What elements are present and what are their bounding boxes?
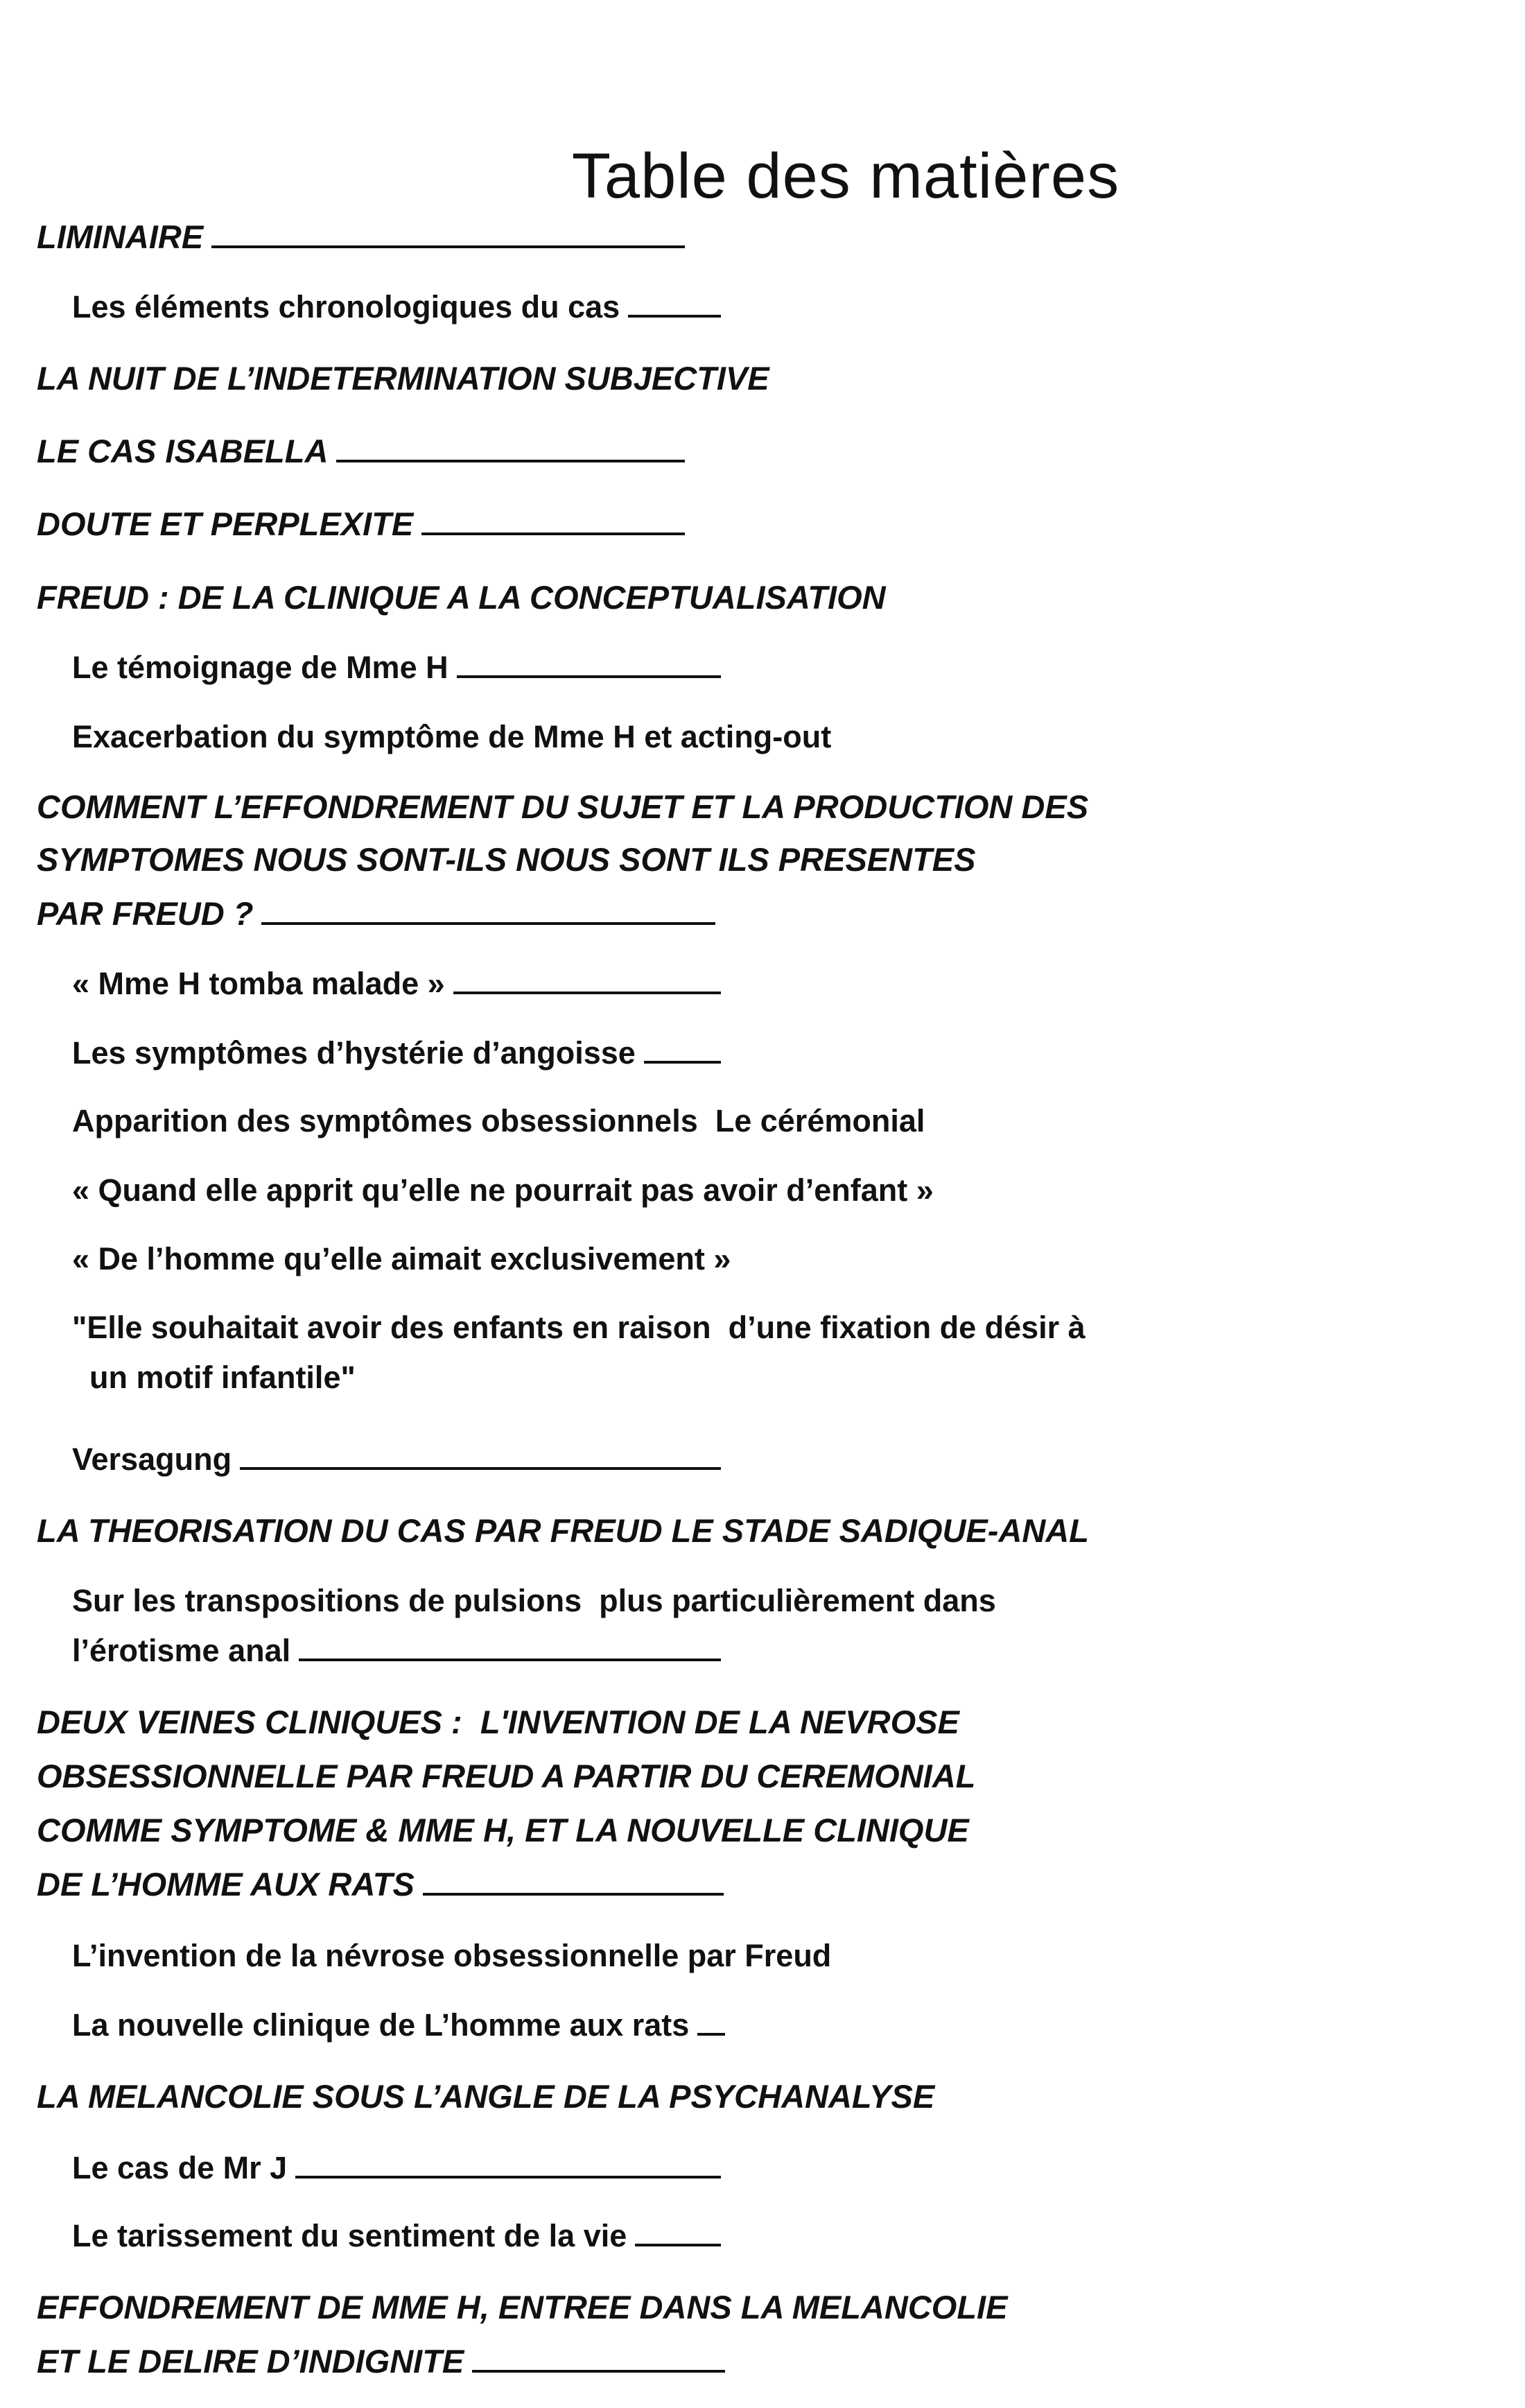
toc-chapter-text: DE L’HOMME AUX RATS	[37, 1866, 415, 1903]
toc-chapter-text: ET LE DELIRE D’INDIGNITE	[37, 2343, 464, 2380]
toc-chapter-text: LA MELANCOLIE SOUS L’ANGLE DE LA PSYCHANALYSE	[37, 2078, 935, 2115]
toc-leader-line	[295, 2176, 721, 2179]
toc-section-line	[72, 1441, 721, 1477]
toc-section-line	[72, 1035, 721, 1071]
toc-section-text: Les éléments chronologiques du cas	[72, 289, 620, 324]
toc-section-line	[72, 2009, 725, 2041]
toc-chapter-line	[37, 1814, 969, 1846]
toc-chapter-line	[37, 362, 769, 395]
toc-leader-line	[644, 1061, 721, 1064]
toc-chapter-line	[37, 1866, 724, 1903]
toc-leader-line	[628, 315, 721, 318]
toc-chapter-text: SYMPTOMES NOUS SONT-ILS NOUS SONT ILS PRESENTES	[37, 841, 976, 878]
toc-section-text: Le tarissement du sentiment de la vie	[72, 2218, 627, 2253]
toc-section-text: Exacerbation du symptôme de Mme H et acting-out	[72, 719, 832, 754]
toc-leader-line	[453, 991, 721, 994]
toc-section-line	[72, 968, 721, 999]
toc-leader-line	[261, 922, 715, 925]
toc-leader-line	[421, 532, 685, 535]
toc-chapter-text: OBSESSIONNELLE PAR FREUD A PARTIR DU CEREMONIAL	[37, 1758, 976, 1794]
toc-chapter-text: LE CAS ISABELLA	[37, 433, 329, 469]
toc-section-line	[72, 1940, 831, 1971]
toc-section-line	[72, 1312, 1086, 1343]
toc-chapter-line	[37, 1514, 1089, 1547]
toc-leader-line	[299, 1658, 721, 1661]
toc-chapter-line	[37, 435, 685, 467]
toc-section-line	[72, 2220, 721, 2251]
toc-section-line	[72, 1362, 356, 1393]
toc-chapter-line	[37, 581, 886, 614]
toc-chapter-text: LIMINAIRE	[37, 218, 204, 255]
toc-chapter-text: COMMENT L’EFFONDREMENT DU SUJET ET LA PRODUCTION DES	[37, 788, 1089, 825]
toc-section-text: « De l’homme qu’elle aimait exclusivement »	[72, 1241, 731, 1276]
toc-section-line	[72, 1243, 731, 1274]
toc-leader-line	[472, 2370, 725, 2373]
toc-section-text: Le cas de Mr J	[72, 2150, 288, 2185]
toc-section-text: "Elle souhaitait avoir des enfants en raison d’une fixation de désir à	[72, 1310, 1086, 1345]
toc-section-text: L’invention de la névrose obsessionnelle par Freud	[72, 1938, 832, 1973]
toc-leader-line	[457, 675, 721, 678]
toc-chapter-text: LA THEORISATION DU CAS PAR FREUD LE STADE SADIQUE-ANAL	[37, 1512, 1089, 1549]
toc-section-line	[72, 2152, 721, 2183]
toc-section-text: Le témoignage de Mme H	[72, 650, 448, 685]
toc-section-line	[72, 652, 721, 683]
toc-chapter-line	[37, 897, 715, 930]
toc-section-text: un motif infantile"	[72, 1360, 356, 1395]
toc-section-text: « Mme H tomba malade »	[72, 966, 445, 1001]
toc-chapter-line	[37, 1760, 975, 1792]
toc-section-line	[72, 1105, 925, 1136]
toc-section-text: Apparition des symptômes obsessionnels Le cérémonial	[72, 1103, 925, 1138]
toc-leader-line	[240, 1467, 721, 1470]
toc-chapter-text: DOUTE ET PERPLEXITE	[37, 505, 414, 542]
toc-section-line	[72, 721, 831, 752]
toc-section-text: « Quand elle apprit qu’elle ne pourrait pas avoir d’enfant »	[72, 1172, 934, 1208]
toc-chapter-line	[37, 2343, 725, 2380]
toc-section-text: Les symptômes d’hystérie d’angoisse	[72, 1035, 636, 1071]
toc-leader-line	[635, 2244, 721, 2246]
toc-leader-line	[211, 245, 685, 248]
toc-section-line	[72, 1635, 721, 1666]
toc-chapter-line	[37, 505, 685, 542]
toc-chapter-text: LA NUIT DE L’INDETERMINATION SUBJECTIVE	[37, 360, 769, 397]
toc-leader-line	[697, 2033, 725, 2036]
toc-chapter-line	[37, 843, 976, 876]
toc-chapter-text: PAR FREUD ?	[37, 895, 254, 932]
toc-section-line	[72, 291, 721, 322]
toc-chapter-text: COMME SYMPTOME & MME H, ET LA NOUVELLE CLINIQUE	[37, 1812, 969, 1848]
toc-chapter-line	[37, 2080, 934, 2113]
toc-chapter-line	[37, 2291, 1007, 2323]
page-title: Table des matières	[571, 140, 1120, 211]
toc-section-line	[72, 1585, 996, 1616]
toc-chapter-text: FREUD : DE LA CLINIQUE A LA CONCEPTUALISATION	[37, 579, 886, 616]
toc-leader-line	[423, 1893, 724, 1896]
toc-leader-line	[336, 460, 685, 462]
toc-chapter-text: EFFONDREMENT DE MME H, ENTREE DANS LA MELANCOLIE	[37, 2289, 1008, 2325]
toc-chapter-text: DEUX VEINES CLINIQUES : L'INVENTION DE LA NEVROSE	[37, 1704, 959, 1740]
toc-section-text: La nouvelle clinique de L’homme aux rats	[72, 2007, 690, 2043]
toc-section-line	[72, 1172, 934, 1208]
toc-chapter-line	[37, 1706, 959, 1738]
toc-section-text: Versagung	[72, 1441, 232, 1477]
toc-section-text: Sur les transpositions de pulsions plus particulièrement dans	[72, 1583, 996, 1618]
toc-section-text: l’érotisme anal	[72, 1633, 291, 1668]
toc-chapter-line	[37, 220, 685, 253]
toc-chapter-line	[37, 790, 1088, 823]
